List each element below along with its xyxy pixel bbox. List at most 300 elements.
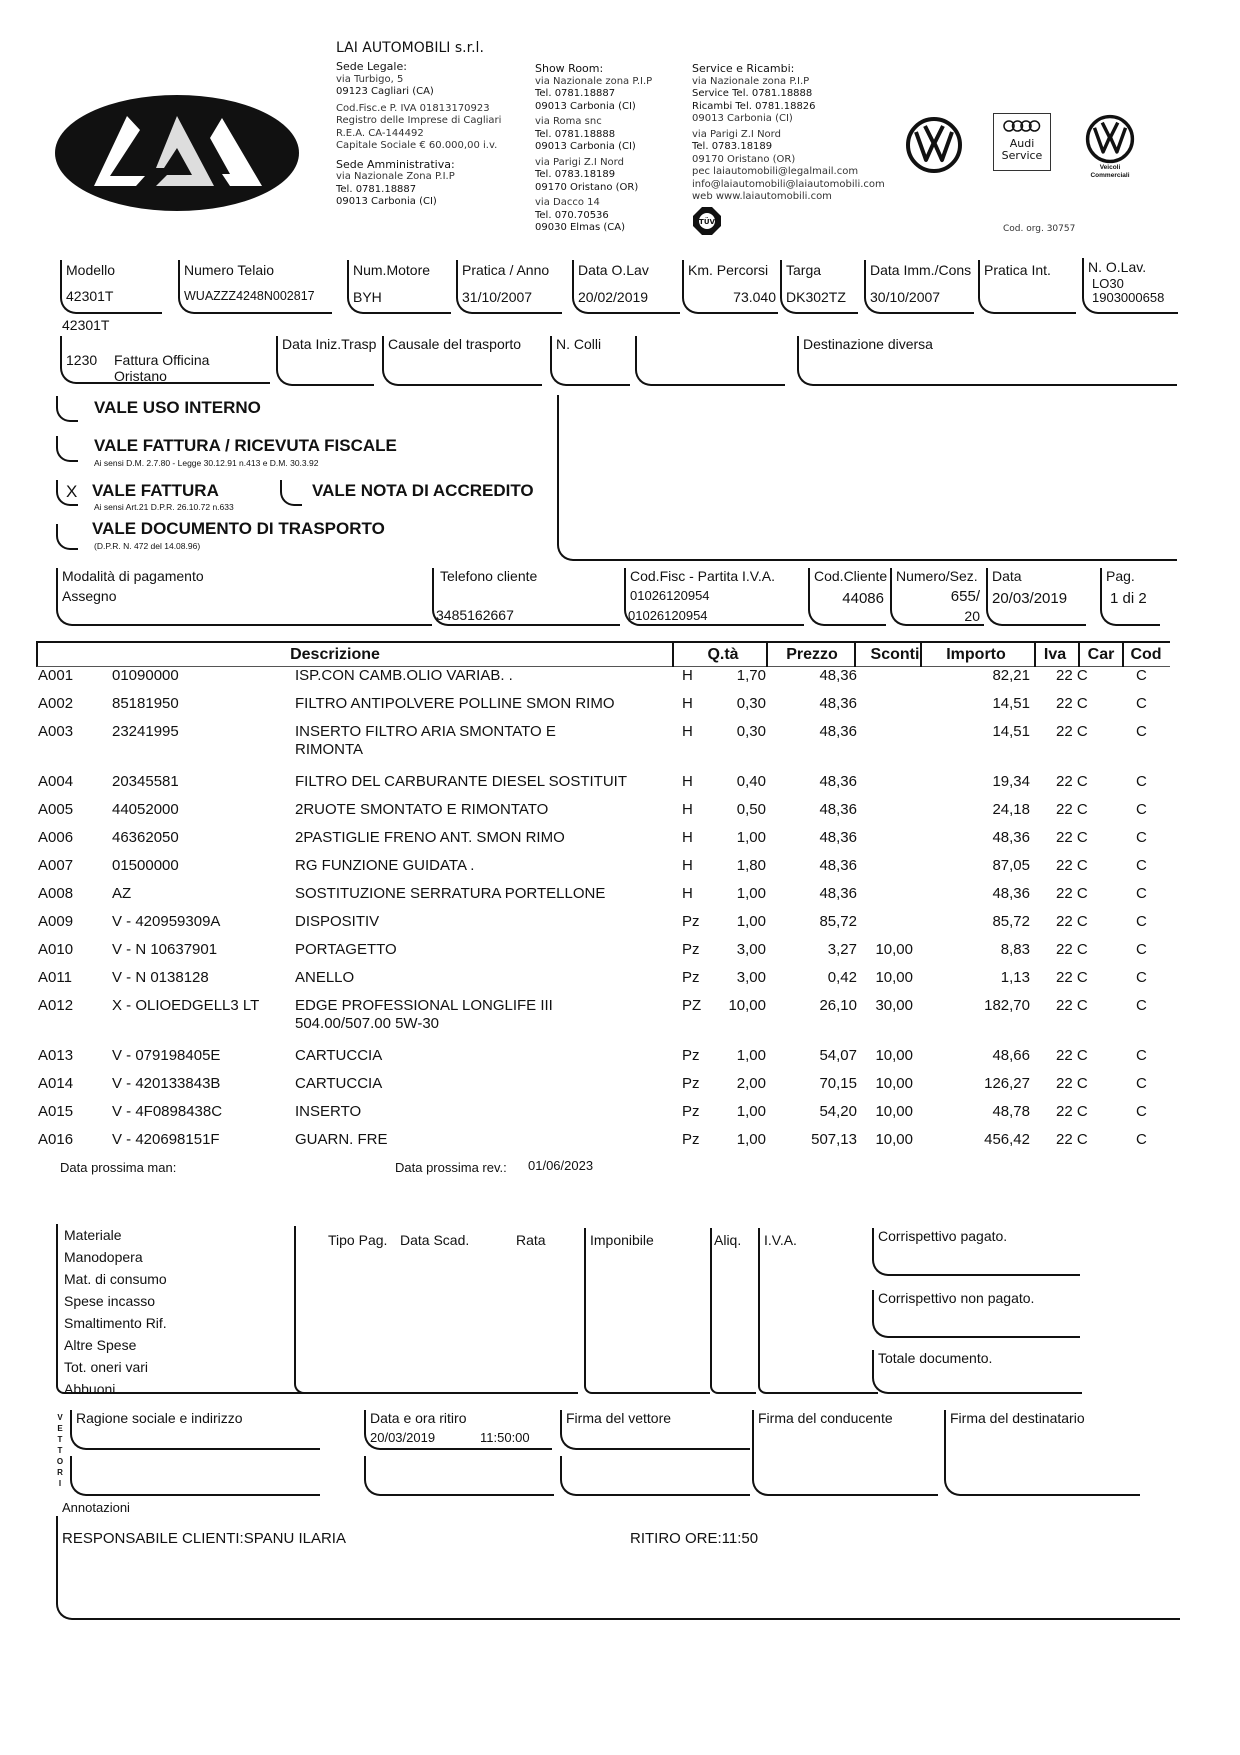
- cell-iva: 22 C: [1056, 801, 1088, 818]
- field-data-iniz-trasp: [276, 336, 377, 386]
- fiscal-line: R.E.A. CA-144492: [336, 127, 424, 139]
- firma-conducente-box[interactable]: [752, 1410, 938, 1496]
- cell-description: PORTAGETTO: [295, 941, 397, 958]
- cell-unit: Pz: [682, 969, 700, 986]
- summary-item: Altre Spese: [64, 1337, 137, 1353]
- th-cod: Cod: [1122, 643, 1168, 667]
- cell-qty: 1,00: [736, 885, 766, 902]
- service-line: Ricambi Tel. 0781.18826: [692, 100, 816, 112]
- tuv-icon: [692, 206, 722, 236]
- cell-unit: H: [682, 667, 693, 684]
- firma-vettore-box-2[interactable]: [560, 1456, 750, 1496]
- cell-iva: 22 C: [1056, 1047, 1088, 1064]
- summary-box: [56, 1224, 306, 1397]
- data-ritiro-box: [364, 1410, 552, 1450]
- totale-label: Totale documento.: [878, 1350, 993, 1366]
- cell-code: AZ: [112, 885, 132, 902]
- label-nota-accredito: VALE NOTA DI ACCREDITO: [312, 481, 534, 500]
- customer-line2: Oristano: [114, 368, 167, 384]
- cell-code: V - N 10637901: [112, 941, 218, 958]
- cell-amount: 85,72: [992, 913, 1030, 930]
- show-room-line: Tel. 0783.18189: [535, 169, 616, 180]
- label-ricevuta-fiscale: VALE FATTURA / RICEVUTA FISCALE: [94, 436, 397, 455]
- cell-unit: H: [682, 829, 693, 846]
- field-codfisc: [624, 568, 804, 626]
- cell-amount: 82,21: [992, 667, 1030, 684]
- cell-cod: C: [1136, 1047, 1147, 1064]
- summary-item: Spese incasso: [64, 1293, 156, 1309]
- cell-description: FILTRO DEL CARBURANTE DIESEL SOSTITUIT: [295, 773, 627, 790]
- cell-iva: 22 C: [1056, 885, 1088, 902]
- annotazioni-box: [56, 1516, 1180, 1620]
- cell-iva: 22 C: [1056, 969, 1088, 986]
- customer-box: [60, 336, 270, 384]
- cell-id: A006: [38, 829, 74, 846]
- fiscal-line: Capitale Sociale € 60.000,00 i.v.: [336, 140, 498, 151]
- cell-amount: 48,78: [992, 1103, 1030, 1120]
- cell-price: 48,36: [819, 801, 857, 818]
- field-n-colli: [550, 336, 630, 386]
- sede-amm-title: Sede Amministrativa:: [336, 157, 455, 171]
- cell-description: SOSTITUZIONE SERRATURA PORTELLONE: [295, 885, 606, 902]
- modello-label: Modello: [66, 262, 116, 278]
- label-uso-interno: VALE USO INTERNO: [94, 398, 261, 417]
- aliq-label: Aliq.: [714, 1232, 742, 1248]
- codcliente-label: Cod.Cliente: [814, 568, 888, 584]
- next-rev-label: Data prossima rev.:: [395, 1160, 507, 1175]
- cod-org: Cod. org. 30757: [1003, 224, 1076, 234]
- cell-price: 3,27: [827, 941, 857, 958]
- cell-cod: C: [1136, 969, 1147, 986]
- cell-id: A010: [38, 941, 74, 958]
- cell-amount: 126,27: [984, 1075, 1030, 1092]
- cell-discount: 10,00: [875, 1103, 913, 1120]
- cell-cod: C: [1136, 801, 1147, 818]
- checkbox-documento-trasporto[interactable]: [56, 524, 78, 550]
- targa-value: DK302TZ: [786, 289, 846, 305]
- cell-id: A016: [38, 1131, 74, 1148]
- codfisc-value1: 01026120954: [630, 588, 710, 603]
- cell-amount: 456,42: [984, 1131, 1030, 1148]
- cell-description: 2RUOTE SMONTATO E RIMONTATO: [295, 801, 549, 818]
- telefono-label: Telefono cliente: [440, 568, 538, 584]
- show-room-line: via Parigi Z.I Nord: [535, 156, 624, 168]
- cell-code: 23241995: [112, 723, 179, 740]
- cell-description: DISPOSITIV: [295, 913, 380, 930]
- pagato-label: Corrispettivo pagato.: [878, 1228, 1008, 1244]
- cell-description: GUARN. FRE: [295, 1131, 388, 1148]
- vettori-side-label: [56, 1412, 64, 1489]
- cell-discount: 10,00: [875, 1075, 913, 1092]
- side-letter: I: [58, 1479, 62, 1488]
- summary-item: Abbuoni: [64, 1381, 116, 1397]
- cell-qty: 0,40: [736, 773, 766, 790]
- show-room-line: via Roma snc: [535, 116, 602, 127]
- iva-label: I.V.A.: [764, 1232, 797, 1248]
- pratica-anno-value: 31/10/2007: [462, 289, 533, 305]
- service-label: Service: [1001, 149, 1043, 162]
- firma-destinatario-box[interactable]: [944, 1410, 1140, 1496]
- th-car: Car: [1078, 643, 1122, 667]
- cell-price: 54,20: [819, 1103, 857, 1120]
- field-data-imm: [864, 260, 974, 314]
- cell-code: 44052000: [112, 801, 179, 818]
- cell-qty: 10,00: [728, 997, 766, 1014]
- non-pagato-label: Corrispettivo non pagato.: [878, 1290, 1035, 1306]
- cell-code: 46362050: [112, 829, 179, 846]
- cell-cod: C: [1136, 1103, 1147, 1120]
- cell-qty: 2,00: [736, 1075, 766, 1092]
- codcliente-value: 44086: [842, 590, 884, 607]
- data-iniz-label: Data Iniz.Trasp: [282, 336, 377, 352]
- cell-amount: 48,36: [992, 829, 1030, 846]
- cell-cod: C: [1136, 885, 1147, 902]
- cell-iva: 22 C: [1056, 997, 1088, 1014]
- cell-unit: Pz: [682, 1103, 700, 1120]
- cell-id: A009: [38, 913, 74, 930]
- service-ricambi: [692, 62, 885, 204]
- vwc-line: Commerciali: [1090, 171, 1130, 179]
- cell-price: 26,10: [819, 997, 857, 1014]
- side-letter: T: [57, 1446, 63, 1455]
- field-data: [986, 568, 1086, 626]
- cell-unit: Pz: [682, 941, 700, 958]
- cell-description: EDGE PROFESSIONAL LONGLIFE III: [295, 997, 553, 1014]
- side-letter: E: [57, 1424, 63, 1433]
- data-label: Data: [992, 568, 1022, 584]
- customer-num: 1230: [66, 352, 98, 368]
- cell-price: 507,13: [811, 1131, 857, 1148]
- n-olav-label: N. O.Lav.: [1088, 259, 1147, 275]
- show-room-line: via Nazionale zona P.I.P: [535, 75, 653, 87]
- cell-qty: 1,00: [736, 913, 766, 930]
- cell-unit: H: [682, 885, 693, 902]
- modalita-label: Modalità di pagamento: [62, 568, 204, 584]
- cell-id: A012: [38, 997, 74, 1014]
- cell-discount: 10,00: [875, 1131, 913, 1148]
- field-motore: [347, 260, 451, 314]
- cell-amount: 48,66: [992, 1047, 1030, 1064]
- field-cod-cliente: [808, 568, 886, 626]
- field-modello: [60, 260, 162, 314]
- cell-iva: 22 C: [1056, 667, 1088, 684]
- tipo-pag-label: Tipo Pag.: [328, 1232, 388, 1248]
- service-line: 09013 Carbonia (CI): [692, 113, 793, 124]
- audi-service-badge: [993, 113, 1051, 171]
- service-line: info@laiautomobili@laiautomobili.com: [692, 178, 885, 190]
- cell-amount: 19,34: [992, 773, 1030, 790]
- data-ritiro-box-2: [364, 1456, 554, 1496]
- colli-label: N. Colli: [556, 336, 602, 352]
- cell-id: A011: [38, 969, 72, 986]
- cell-id: A002: [38, 695, 74, 712]
- n-olav-value2: 1903000658: [1092, 290, 1165, 305]
- field-n-olav: [1082, 258, 1178, 314]
- firma-vettore-box[interactable]: [560, 1410, 750, 1450]
- next-rev-value: 01/06/2023: [528, 1158, 594, 1173]
- cell-amount: 87,05: [992, 857, 1030, 874]
- cell-code: 01090000: [112, 667, 179, 684]
- cell-iva: 22 C: [1056, 695, 1088, 712]
- cell-price: 85,72: [819, 913, 857, 930]
- customer-line1: Fattura Officina: [114, 352, 210, 368]
- cell-price: 48,36: [819, 695, 857, 712]
- cell-description: CARTUCCIA: [295, 1047, 383, 1064]
- cell-qty: 1,00: [736, 1047, 766, 1064]
- side-letter: T: [57, 1435, 63, 1444]
- ragione-sociale-box-2: [70, 1456, 320, 1496]
- payment-schedule-box: [294, 1226, 578, 1394]
- cell-price: 48,36: [819, 667, 857, 684]
- vw-logo-icon: [905, 116, 963, 174]
- cell-code: V - 420133843B: [112, 1075, 221, 1092]
- cell-qty: 3,00: [736, 969, 766, 986]
- checkbox-nota-accredito[interactable]: [280, 480, 302, 506]
- cell-id: A005: [38, 801, 74, 818]
- cell-id: A001: [38, 667, 74, 684]
- summary-item: Mat. di consumo: [64, 1271, 167, 1287]
- show-room-line: 09013 Carbonia (CI): [535, 141, 636, 152]
- data-olav-value: 20/02/2019: [578, 289, 649, 305]
- data-olav-label: Data O.Lav: [578, 262, 649, 278]
- cell-amount: 14,51: [992, 723, 1030, 740]
- field-telaio: [178, 260, 332, 314]
- show-room-line: 09170 Oristano (OR): [535, 181, 639, 193]
- th-importo: Importo: [920, 643, 1030, 667]
- sede-legale-line: via Turbigo, 5: [336, 73, 404, 85]
- telaio-label: Numero Telaio: [184, 262, 275, 278]
- telaio-value: WUAZZZ4248N002817: [184, 289, 315, 303]
- cell-unit: H: [682, 695, 693, 712]
- cell-qty: 1,00: [736, 1103, 766, 1120]
- modalita-value: Assegno: [62, 588, 117, 604]
- destinazione-label: Destinazione diversa: [803, 336, 933, 352]
- checkbox-ricevuta-fiscale[interactable]: [56, 436, 78, 462]
- cell-qty: 1,00: [736, 829, 766, 846]
- law-trasporto: (D.P.R. N. 472 del 14.08.96): [94, 541, 201, 551]
- field-pratica-int: [978, 260, 1076, 314]
- service-line: via Nazionale zona P.I.P: [692, 75, 810, 87]
- cell-price: 48,36: [819, 723, 857, 740]
- show-room-line: 09013 Carbonia (CI): [535, 100, 636, 112]
- rata-label: Rata: [516, 1232, 546, 1248]
- cell-unit: H: [682, 773, 693, 790]
- show-room-line: via Dacco 14: [535, 197, 600, 208]
- cell-price: 48,36: [819, 773, 857, 790]
- cell-description: INSERTO FILTRO ARIA SMONTATO E: [295, 723, 556, 740]
- checkbox-uso-interno[interactable]: [56, 396, 78, 422]
- data-ora-label: Data e ora ritiro: [370, 1410, 467, 1426]
- cell-id: A003: [38, 723, 74, 740]
- pagato-box: [872, 1228, 1080, 1276]
- cell-iva: 22 C: [1056, 913, 1088, 930]
- cell-code: V - 420698151F: [112, 1131, 220, 1148]
- cell-id: A014: [38, 1075, 74, 1092]
- cell-cod: C: [1136, 1131, 1147, 1148]
- cell-code: V - N 0138128: [112, 969, 209, 986]
- pratica-int-label: Pratica Int.: [984, 262, 1051, 278]
- th-iva: Iva: [1034, 643, 1074, 667]
- data-imm-value: 30/10/2007: [870, 289, 941, 305]
- cell-unit: PZ: [682, 997, 702, 1014]
- show-room-title: Show Room:: [535, 62, 604, 75]
- ora-ritiro-value: 11:50:00: [480, 1430, 530, 1445]
- vw-commercial-label: [1080, 164, 1140, 179]
- cell-qty: 1,00: [736, 1131, 766, 1148]
- motore-value: BYH: [353, 289, 382, 305]
- service-line: via Parigi Z.I Nord: [692, 128, 781, 140]
- field-telefono: [432, 568, 620, 626]
- ragione-label: Ragione sociale e indirizzo: [76, 1410, 243, 1426]
- km-value: 73.040: [733, 289, 776, 305]
- vw-commercial-logo-icon: [1085, 114, 1135, 164]
- data-value: 20/03/2019: [992, 590, 1068, 607]
- cell-id: A004: [38, 773, 74, 790]
- cell-cod: C: [1136, 773, 1147, 790]
- cell-qty: 3,00: [736, 941, 766, 958]
- audi-rings-icon: [1002, 120, 1042, 132]
- service-line: Service Tel. 0781.18888: [692, 88, 813, 99]
- cell-cod: C: [1136, 913, 1147, 930]
- th-qta: Q.tà: [672, 643, 772, 667]
- cell-qty: 0,30: [736, 695, 766, 712]
- customer-code: 42301T: [62, 317, 110, 333]
- cell-price: 0,42: [827, 969, 857, 986]
- cell-description: RG FUNZIONE GUIDATA .: [295, 857, 475, 874]
- label-vale-fattura: VALE FATTURA: [92, 481, 219, 500]
- summary-item: Tot. oneri vari: [64, 1359, 149, 1375]
- field-destinazione: [797, 336, 1177, 386]
- cell-iva: 22 C: [1056, 829, 1088, 846]
- cell-price: 48,36: [819, 829, 857, 846]
- fiscal-line: Cod.Fisc.e P. IVA 01813170923: [336, 102, 490, 114]
- firma-vettore-label: Firma del vettore: [566, 1410, 672, 1426]
- summary-item: Smaltimento Rif.: [64, 1315, 167, 1331]
- cell-description-line2: 504.00/507.00 5W-30: [295, 1015, 440, 1032]
- service-title: Service e Ricambi:: [692, 62, 795, 75]
- sede-legale: [336, 61, 516, 209]
- aliq-box: [710, 1228, 756, 1394]
- cell-price: 70,15: [819, 1075, 857, 1092]
- field-data-olav: [572, 260, 680, 314]
- cell-unit: H: [682, 857, 693, 874]
- cell-cod: C: [1136, 723, 1147, 740]
- cell-amount: 8,83: [1000, 941, 1030, 958]
- cell-code: V - 4F0898438C: [112, 1103, 223, 1120]
- show-room-line: Tel. 0781.18888: [535, 128, 616, 140]
- cell-code: 85181950: [112, 695, 179, 712]
- non-pagato-box: [872, 1290, 1080, 1338]
- targa-label: Targa: [786, 262, 822, 278]
- cell-price: 48,36: [819, 885, 857, 902]
- cell-code: 20345581: [112, 773, 179, 790]
- cell-cod: C: [1136, 829, 1147, 846]
- cell-iva: 22 C: [1056, 941, 1088, 958]
- imponibile-label: Imponibile: [590, 1232, 654, 1248]
- modello-value: 42301T: [66, 288, 114, 304]
- side-letter: V: [57, 1413, 63, 1422]
- cell-amount: 182,70: [984, 997, 1030, 1014]
- cell-unit: Pz: [682, 1075, 700, 1092]
- cell-qty: 1,70: [736, 667, 766, 684]
- show-room-line: 09030 Elmas (CA): [535, 222, 625, 233]
- data-scad-label: Data Scad.: [400, 1232, 470, 1248]
- numero-label: Numero/Sez.: [896, 568, 978, 584]
- cell-id: A013: [38, 1047, 74, 1064]
- data-imm-label: Data Imm./Cons: [870, 262, 972, 278]
- cell-id: A008: [38, 885, 74, 902]
- checkbox-mark: X: [66, 482, 78, 501]
- company-logo: [52, 88, 302, 218]
- ragione-sociale-box: [70, 1410, 320, 1450]
- iva-box: [758, 1228, 878, 1394]
- numero-value2: 20: [964, 608, 980, 624]
- cell-description: INSERTO: [295, 1103, 362, 1120]
- sede-legale-line: 09123 Cagliari (CA): [336, 86, 434, 97]
- cell-iva: 22 C: [1056, 1131, 1088, 1148]
- cell-discount: 30,00: [875, 997, 913, 1014]
- vwc-line: Veicoli: [1099, 164, 1121, 171]
- cell-iva: 22 C: [1056, 723, 1088, 740]
- cell-iva: 22 C: [1056, 857, 1088, 874]
- law-fattura: Ai sensi Art.21 D.P.R. 26.10.72 n.633: [94, 502, 234, 512]
- cell-amount: 1,13: [1000, 969, 1030, 986]
- field-causale: [382, 336, 542, 386]
- cell-discount: 10,00: [875, 969, 913, 986]
- field-pag: [1100, 568, 1160, 626]
- cell-amount: 48,36: [992, 885, 1030, 902]
- next-man-label: Data prossima man:: [60, 1160, 177, 1175]
- cell-iva: 22 C: [1056, 1075, 1088, 1092]
- field-pratica-anno: [456, 260, 562, 314]
- cell-cod: C: [1136, 857, 1147, 874]
- summary-item: Materiale: [64, 1227, 122, 1243]
- field-km: [682, 260, 778, 314]
- motore-label: Num.Motore: [353, 262, 431, 278]
- cell-cod: C: [1136, 695, 1147, 712]
- th-prezzo: Prezzo: [766, 643, 856, 667]
- firma-conducente-label: Firma del conducente: [758, 1410, 893, 1426]
- imponibile-box: [584, 1228, 710, 1394]
- codfisc-label: Cod.Fisc - Partita I.V.A.: [630, 568, 775, 584]
- cell-code: V - 079198405E: [112, 1047, 221, 1064]
- cell-description: ISP.CON CAMB.OLIO VARIAB. .: [295, 667, 513, 684]
- service-line: 09170 Oristano (OR): [692, 153, 796, 165]
- cell-description: ANELLO: [295, 969, 355, 986]
- service-line: Tel. 0783.18189: [692, 141, 773, 152]
- firma-destinatario-label: Firma del destinatario: [950, 1410, 1085, 1426]
- cell-cod: C: [1136, 667, 1147, 684]
- cell-description: CARTUCCIA: [295, 1075, 383, 1092]
- km-label: Km. Percorsi: [688, 262, 769, 278]
- side-letter: O: [56, 1457, 64, 1466]
- annotazioni-label: Annotazioni: [62, 1500, 130, 1515]
- service-line: pec laiautomobili@legalmail.com: [692, 166, 859, 177]
- cell-id: A007: [38, 857, 74, 874]
- pratica-anno-label: Pratica / Anno: [462, 262, 550, 278]
- cell-code: X - OLIOEDGELL3 LT: [112, 997, 260, 1014]
- audi-label: Audi: [1009, 137, 1035, 150]
- cell-description-line2: RIMONTA: [295, 741, 364, 758]
- annotazioni-text2: RITIRO ORE:11:50: [630, 1530, 759, 1547]
- th-descrizione: Descrizione: [290, 646, 380, 663]
- cell-qty: 0,50: [736, 801, 766, 818]
- field-blank: [635, 336, 785, 386]
- annotazioni-text1: RESPONSABILE CLIENTI:SPANU ILARIA: [62, 1530, 346, 1547]
- numero-value1: 655/: [950, 588, 980, 605]
- cell-amount: 14,51: [992, 695, 1030, 712]
- cell-unit: Pz: [682, 1131, 700, 1148]
